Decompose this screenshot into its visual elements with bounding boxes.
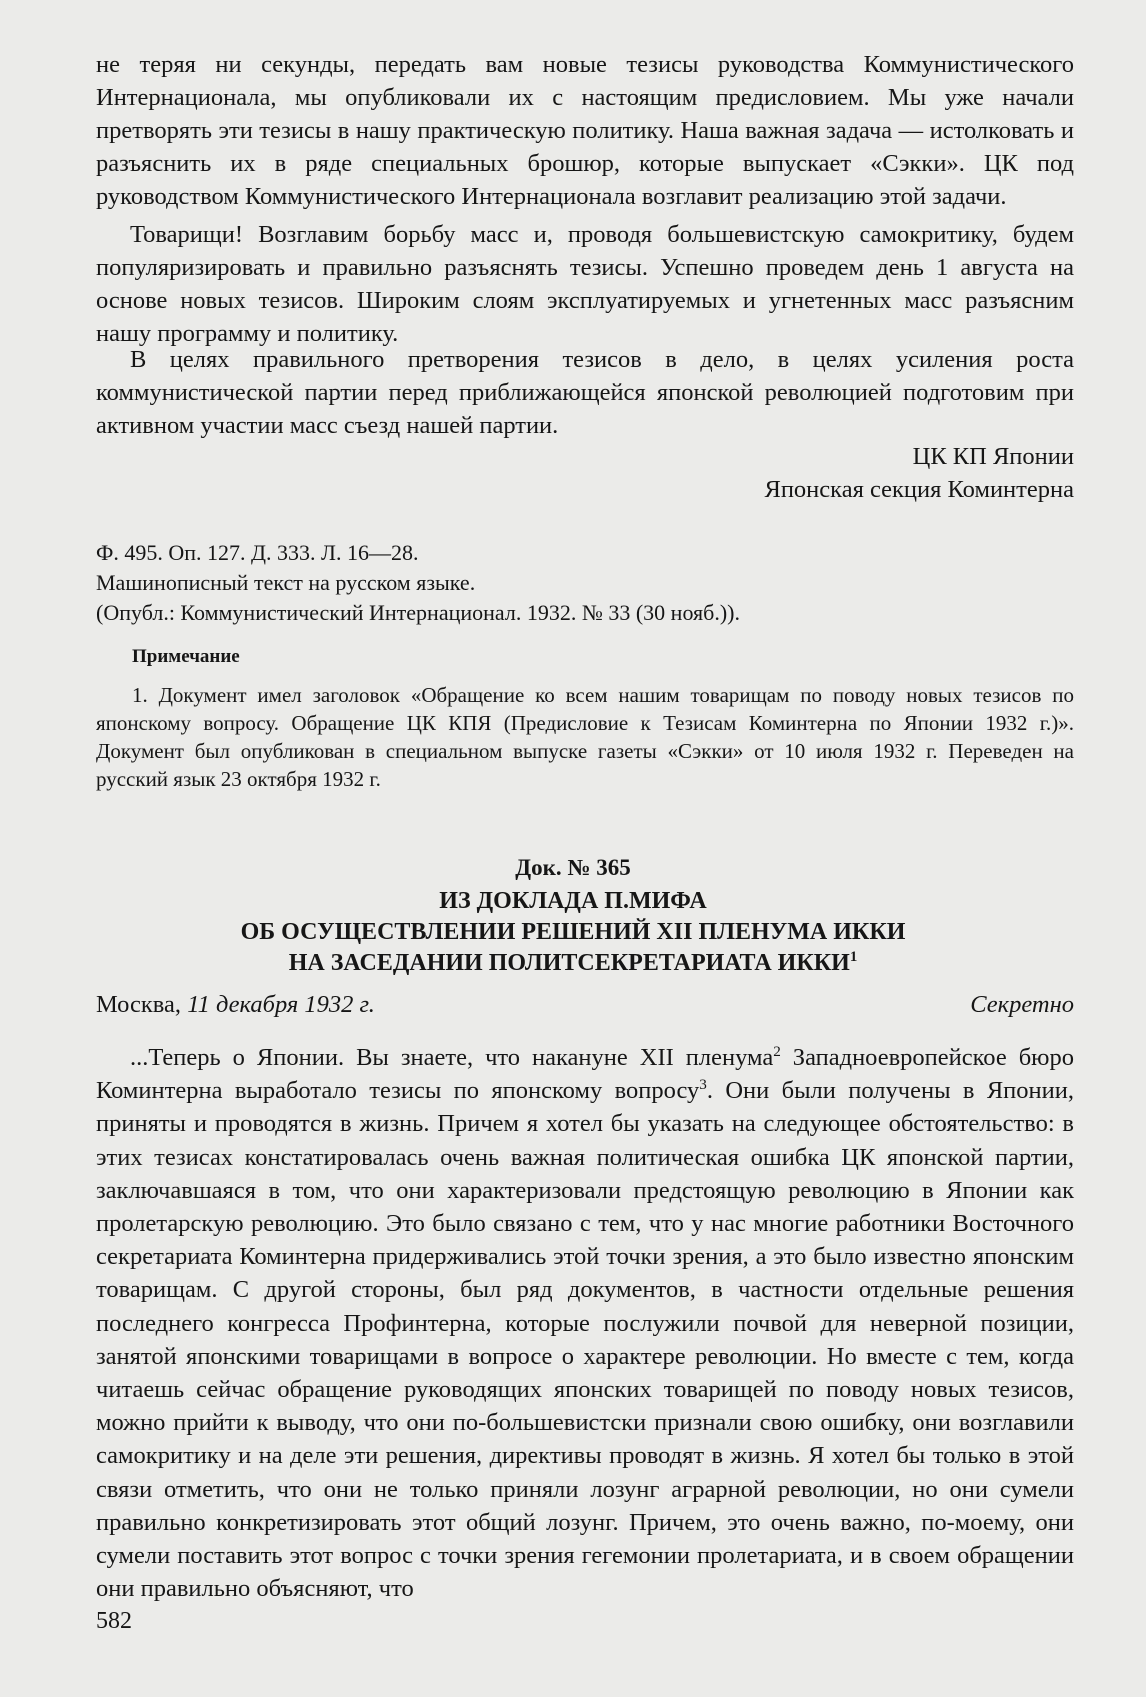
note-heading: Примечание <box>132 646 240 667</box>
footnote-ref-3: 3 <box>699 1076 707 1094</box>
report-paragraph <box>96 1041 1074 1605</box>
report-text-b: Западноевропейское бюро Коминтерна выработало тезисы по японскому вопросу <box>96 1044 1074 1105</box>
source-publication: (Опубл.: Коммунистический Интернационал. 1932. № 33 (30 нояб.)). <box>96 600 740 625</box>
title-text: НА ЗАСЕДАНИИ ПОЛИТСЕКРЕТАРИАТА ИККИ <box>288 950 850 976</box>
signature-line-1: ЦК КП Японии <box>912 443 1074 470</box>
source-format: Машинописный текст на русском языке. <box>96 570 476 595</box>
note-text: 1. Документ имел заголовок «Обращение ко всем нашим товарищам по поводу новых тезисов по японскому вопросу. Обращение ЦК КПЯ (Предисловие к Тезисам Коминтерна по Японии 1932 г.)». Документ был опубликован в специальном выпуске газеты «Сэкки» от 10 июля 1932 г. Переведен на русский язык 23 октября 1932 г. <box>96 683 1074 791</box>
footnote-ref-2: 2 <box>773 1042 781 1060</box>
report-text-c: . Они были получены в Японии, приняты и проводятся в жизнь. Причем я хотел бы указать на следующее обстоятельство: в этих тезисах констатировалась очень важная политическая ошибка ЦК японской партии, заключавшаяся в том, что они характеризовали предстоящую революцию в Японии как пролетарскую революцию. Это было связано с тем, что у нас многие работники Восточного секретариата Коминтерна придерживались этой точки зрения, а это было известно японским товарищам. С другой стороны, был ряд документов, в частности отдельные решения последнего конгресса Профинтерна, которые послужили почвой для неверной позиции, занятой японскими товарищами в вопросе о характере революции. Но вместе с тем, когда читаешь сейчас обращение руководящих японских товарищей по поводу новых тезисов, можно прийти к выводу, что они по-большевистски признали свою ошибку, они возглавили самокритику и на деле эти решения, директивы проводят в жизнь. Я хотел бы только в этой связи отметить, что они не только приняли лозунг аграрной революции, но они сумели правильно конкретизировать этот общий лозунг. Причем, это очень важно, по-моему, они сумели поставить этот вопрос с точки зрения гегемонии пролетариата, и в своем обращении они правильно объясняют, что <box>96 1077 1074 1603</box>
report-text-a: ...Теперь о Японии. Вы знаете, что накануне XII пленума <box>130 1044 774 1071</box>
paragraph-1: не теряя ни секунды, передать вам новые тезисы руководства Коммунистического Интернационала, мы опубликовали их с настоящим предисловием. Мы уже начали претворять эти тезисы в нашу практическую политику. Наша важная задача — истолковать и разъяснить их в ряде специальных брошюр, которые выпускает «Сэкки». ЦК под руководством Коммунистического Интернационала возглавит реализацию этой задачи. <box>96 51 1074 210</box>
date-line <box>96 991 375 1019</box>
paragraph-3: В целях правильного претворения тезисов в дело, в целях усиления роста коммунистической партии перед приближающейся японской революцией подготовим при активном участии масс съезд нашей партии. <box>96 346 1074 439</box>
paragraph-2: Товарищи! Возглавим борьбу масс и, проводя большевистскую самокритику, будем популяризировать и правильно разъяснять тезисы. Успешно проведем день 1 августа на основе новых тезисов. Широким слоям эксплуатируемых и угнетенных масс разъясним нашу программу и политику. <box>96 221 1074 347</box>
document-title-line-2: ОБ ОСУЩЕСТВЛЕНИИ РЕШЕНИЙ XII ПЛЕНУМА ИККИ <box>240 919 906 945</box>
date-place: Москва, <box>96 991 182 1018</box>
page-number: 582 <box>96 1608 132 1634</box>
signature-line-2: Японская секция Коминтерна <box>764 476 1074 503</box>
document-number: Док. № 365 <box>515 855 631 880</box>
source-reference: Ф. 495. Оп. 127. Д. 333. Л. 16—28. <box>96 540 419 565</box>
document-title-line-3 <box>0 948 1146 979</box>
document-title-line-1: ИЗ ДОКЛАДА П.МИФА <box>439 888 707 914</box>
classification-label: Секретно <box>970 991 1074 1018</box>
date-value: 11 декабря 1932 г. <box>187 991 375 1018</box>
footnote-ref-1: 1 <box>849 949 858 965</box>
